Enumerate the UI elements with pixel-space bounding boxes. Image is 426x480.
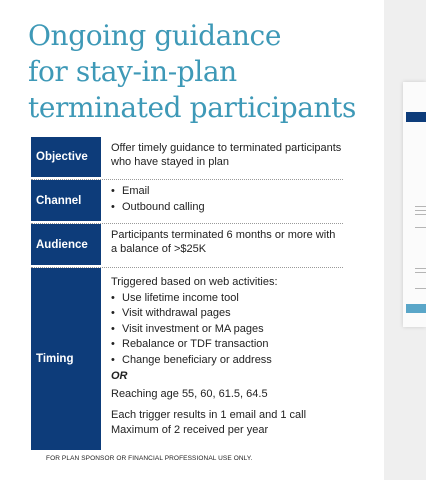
guidance-table <box>31 137 343 452</box>
preview-text-line <box>415 268 426 269</box>
preview-text-line <box>415 288 426 289</box>
list-item: • Change beneficiary or address <box>111 353 343 369</box>
list-item: • Visit withdrawal pages <box>111 306 343 322</box>
title-line-3: terminated participants <box>28 91 357 124</box>
preview-text-line <box>415 206 426 207</box>
preview-text-line <box>415 227 426 228</box>
audience-row <box>31 224 343 268</box>
preview-text-line <box>415 214 426 215</box>
preview-header-bar <box>406 112 426 122</box>
objective-text: Offer timely guidance to terminated participants who have stayed in plan <box>111 142 342 168</box>
audience-text: Participants terminated 6 months or more with a balance of >$25K <box>111 229 336 255</box>
title-line-2: for stay-in-plan <box>28 55 237 88</box>
age-triggers: Reaching age 55, 60, 61.5, 64.5 <box>111 388 268 400</box>
list-item: • Rebalance or TDF transaction <box>111 337 343 353</box>
list-item: • Email <box>111 184 343 200</box>
email-preview-thumbnail <box>403 82 426 327</box>
audience-label: Audience <box>31 224 101 267</box>
channel-label: Channel <box>31 180 101 223</box>
preview-text-line <box>415 272 426 273</box>
frequency-limit: Maximum of 2 received per year <box>111 424 269 436</box>
trigger-list <box>111 291 343 369</box>
channel-content <box>101 180 343 223</box>
timing-content <box>101 268 343 452</box>
preview-text-line <box>415 210 426 211</box>
channel-row <box>31 180 343 224</box>
list-item: • Use lifetime income tool <box>111 291 343 307</box>
channel-list <box>111 184 343 215</box>
timing-intro: Triggered based on web activities: <box>111 276 278 288</box>
objective-row <box>31 137 343 180</box>
preview-button <box>406 304 426 313</box>
timing-row <box>31 268 343 452</box>
objective-label: Objective <box>31 137 101 179</box>
list-item: • Visit investment or MA pages <box>111 322 343 338</box>
page-title <box>28 18 356 126</box>
trigger-result: Each trigger results in 1 email and 1 call <box>111 408 307 421</box>
title-line-1: Ongoing guidance <box>28 19 281 52</box>
or-separator: OR <box>111 370 128 382</box>
list-item: • Outbound calling <box>111 200 343 216</box>
disclaimer-footer: FOR PLAN SPONSOR OR FINANCIAL PROFESSIONAL USE ONLY. <box>46 455 253 462</box>
timing-label: Timing <box>31 268 101 452</box>
